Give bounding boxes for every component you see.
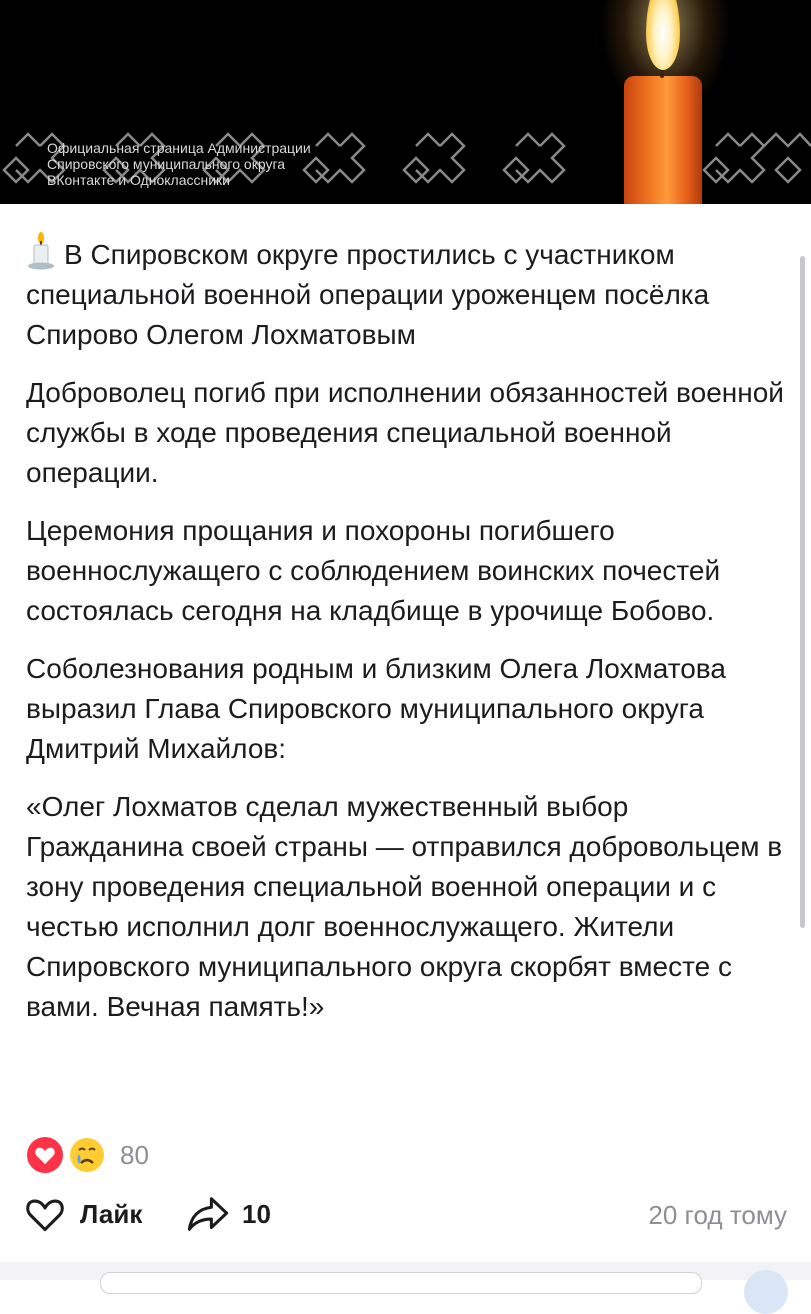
share-arrow-icon bbox=[186, 1195, 230, 1233]
banner-caption-line: ВКонтакте и Одноклассники bbox=[47, 172, 230, 188]
banner-caption-line: Спировского муниципального округа bbox=[47, 156, 286, 172]
banner-caption bbox=[47, 140, 311, 188]
candle-emoji-icon bbox=[26, 232, 56, 270]
candle-image bbox=[624, 76, 702, 204]
post-timestamp: 20 год тому bbox=[648, 1200, 787, 1230]
candle-flame bbox=[646, 0, 680, 70]
post-paragraph: Соболезнования родным и близким Олега Лохматова выразил Глава Спировского муниципального округа Дмитрий Михайлов: bbox=[26, 653, 726, 764]
post-paragraph: «Олег Лохматов сделал мужественный выбор Гражданина своей страны — отправился добровольцем в зону проведения специальной военной операции и с честью исполнил долг военнослужащего. Жители Спировского муниципального округа скорбят вместе с вами. Вечная память!» bbox=[26, 791, 783, 1022]
reaction-count: 80 bbox=[120, 1140, 149, 1170]
post-paragraph-text: В Спировском округе простились с участником специальной военной операции уроженцем посёлка Спирово Олегом Лохматовым bbox=[26, 239, 710, 350]
share-count: 10 bbox=[242, 1198, 271, 1229]
post-paragraph bbox=[26, 232, 791, 355]
post-paragraph: Церемония прощания и похороны погибшего военнослужащего с соблюдением воинских почестей состоялась сегодня на кладбище в урочище Бобово. bbox=[26, 515, 721, 626]
banner-caption-line: Официальная страница Администрации bbox=[47, 140, 311, 156]
post-paragraph: Доброволец погиб при исполнении обязанностей военной службы в ходе проведения специальной военной операции. bbox=[26, 377, 784, 488]
like-label: Лайк bbox=[80, 1198, 143, 1229]
share-button[interactable] bbox=[186, 1192, 271, 1236]
comment-input[interactable] bbox=[100, 1272, 702, 1294]
heart-outline-icon bbox=[24, 1195, 66, 1233]
post-text bbox=[26, 232, 791, 1045]
crying-face-icon bbox=[66, 1134, 108, 1176]
scrollbar[interactable] bbox=[800, 256, 805, 928]
post-actions bbox=[24, 1192, 789, 1236]
heart-reaction-icon bbox=[24, 1134, 66, 1176]
header-banner bbox=[0, 0, 811, 204]
user-avatar[interactable] bbox=[744, 1270, 788, 1314]
like-button[interactable] bbox=[24, 1192, 142, 1236]
